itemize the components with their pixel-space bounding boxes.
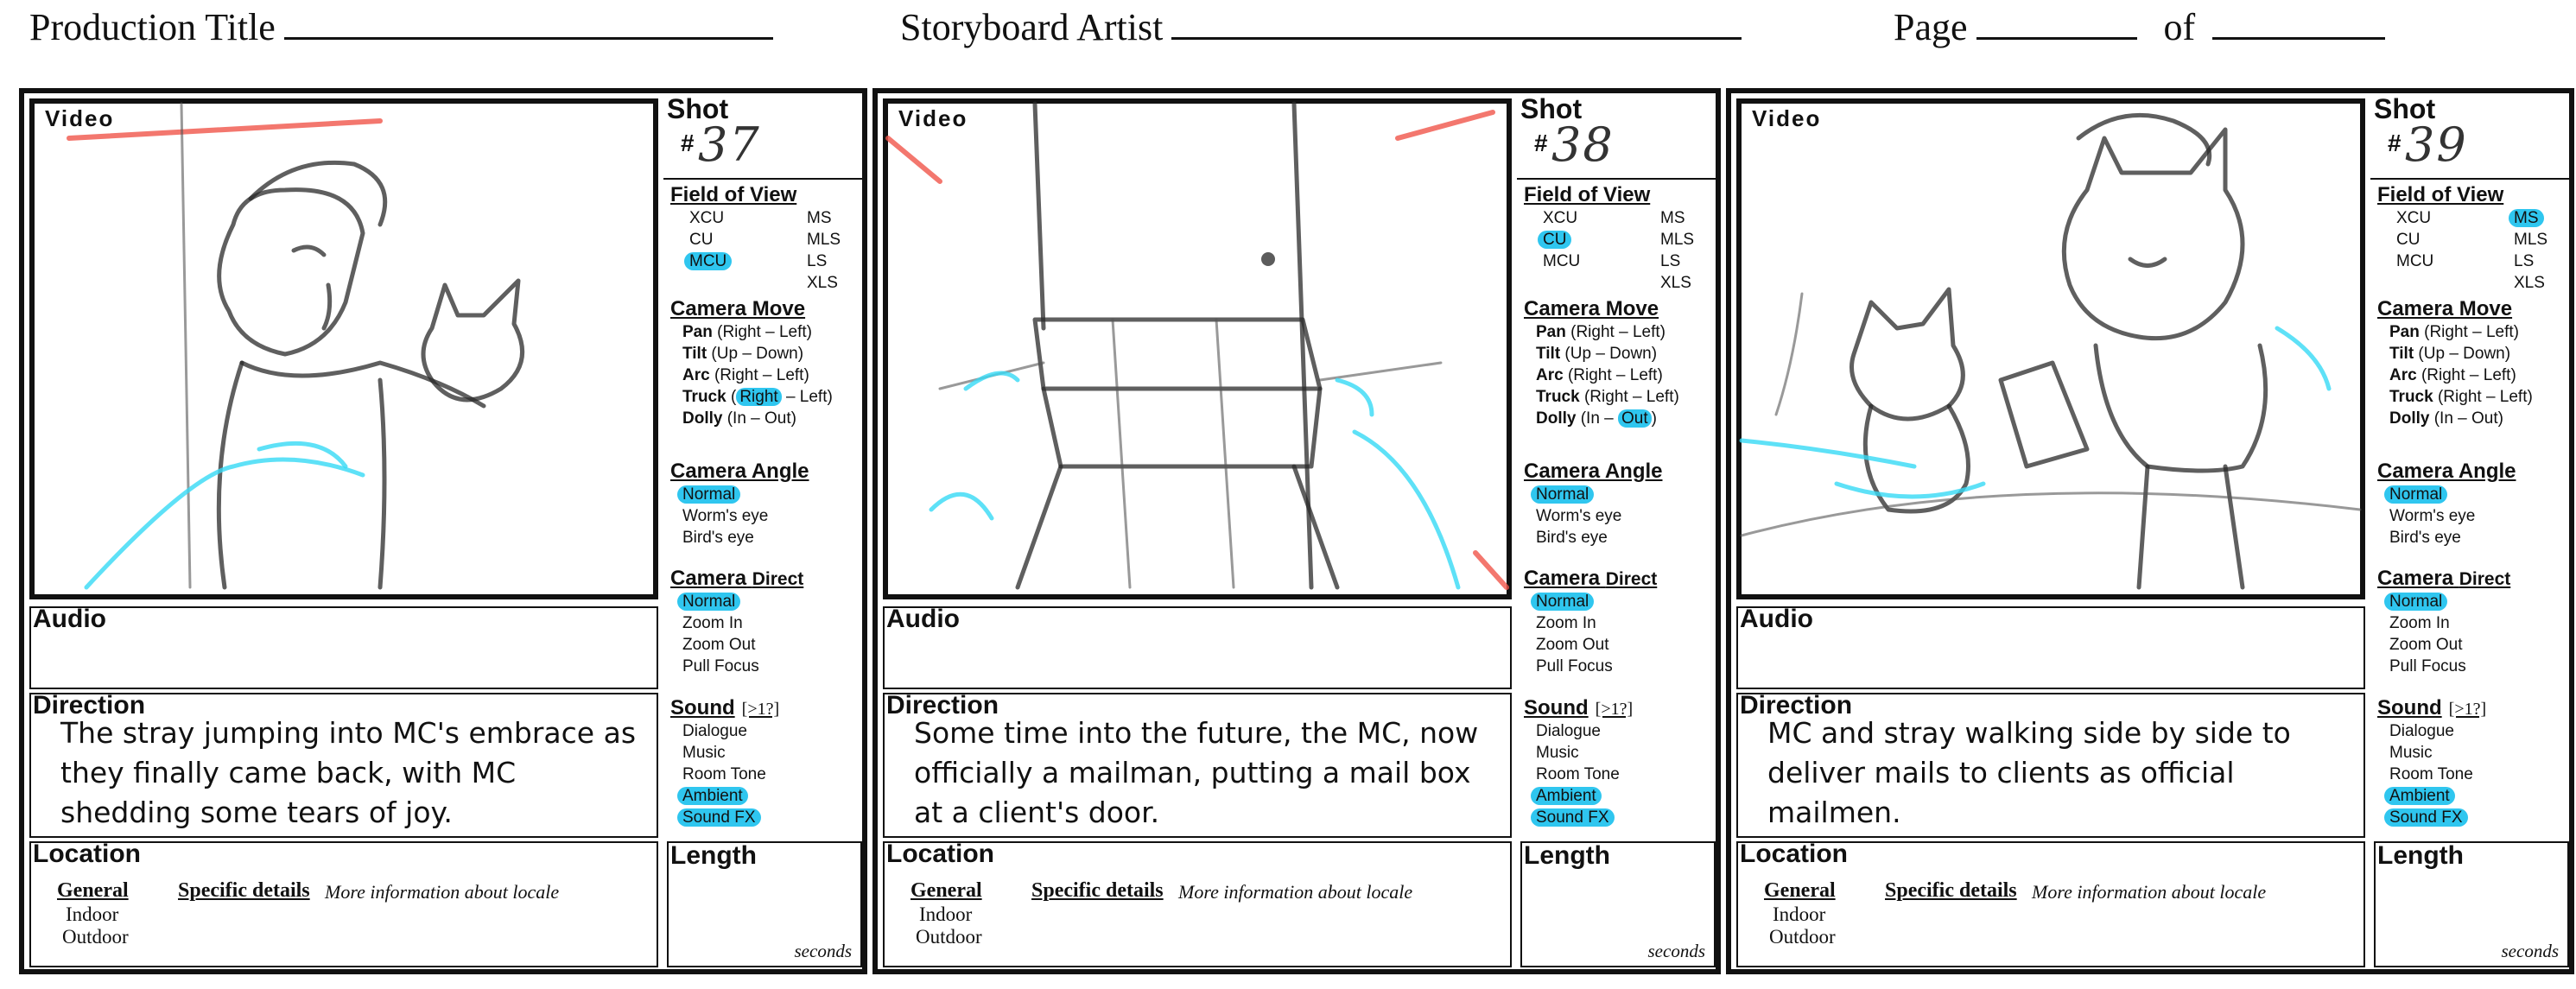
camera-angle-options (1524, 484, 1723, 548)
sound-option-label: Sound FX (677, 808, 761, 827)
camera-move-option-arc[interactable]: Arc (Right – Left) (682, 366, 809, 384)
fov-option-ms[interactable] (2514, 207, 2544, 229)
shot-number: 39 (2405, 117, 2468, 172)
location-box (1736, 841, 2365, 967)
sound-option-dialogue[interactable] (1536, 720, 1723, 742)
shot-hash: # (681, 130, 695, 156)
camera-move-name: Truck (2389, 388, 2433, 406)
fov-option-ms[interactable] (1660, 207, 1685, 229)
direction-box[interactable] (1736, 693, 2365, 838)
direction-label: Direction (886, 691, 999, 720)
shot-number: 38 (1551, 117, 1615, 172)
camera-direct-section (1524, 567, 1723, 677)
sound-title: Sound [>1?] (670, 696, 780, 720)
camera-angle-section (2377, 460, 2576, 548)
fov-option-label: MS (1660, 209, 1685, 227)
camera-direct-option-zoom-out[interactable] (682, 634, 869, 656)
camera-move-name: Truck (682, 388, 726, 406)
camera-move-title: Camera Move (670, 297, 806, 320)
camera-angle-title: Camera Angle (2377, 460, 2516, 483)
camera-direct-option-pull-focus[interactable] (682, 656, 869, 677)
camera-direct-option-zoom-out[interactable] (1536, 634, 1723, 656)
camera-direct-option-normal[interactable] (2389, 591, 2576, 612)
audio-label: Audio (33, 605, 106, 633)
camera-angle-option-label: Bird's eye (1536, 529, 1608, 547)
camera-direct-option-label: Pull Focus (1536, 657, 1613, 675)
camera-angle-section (670, 460, 869, 548)
location-label: Location (886, 840, 994, 868)
sound-option-room-tone[interactable] (2389, 764, 2576, 785)
camera-move-name: Arc (682, 366, 710, 384)
direction-text: Some time into the future, the MC, now officially a mailman, putting a mail box at a client's door. (914, 716, 1479, 829)
fov-option-cu[interactable] (2396, 229, 2420, 250)
camera-direct-option-label: Pull Focus (2389, 657, 2466, 675)
fov-option-label: MCU (1543, 252, 1581, 270)
sound-option-label: Ambient (1531, 787, 1602, 805)
seconds-label: seconds (1647, 941, 1705, 961)
sound-title: Sound [>1?] (2377, 696, 2487, 720)
fov-option-xls[interactable] (807, 272, 838, 294)
camera-direct-title: Camera Direct (670, 567, 804, 590)
camera-angle-options (670, 484, 869, 548)
sound-options (670, 720, 869, 828)
camera-move-name: Pan (682, 323, 713, 341)
camera-move-option-tilt[interactable]: Tilt (Up – Down) (2389, 345, 2511, 363)
camera-move-title: Camera Move (2377, 297, 2513, 320)
camera-move-name: Arc (2389, 366, 2417, 384)
camera-move-option-arc[interactable]: Arc (Right – Left) (1536, 366, 1663, 384)
shot-hash: # (1534, 130, 1548, 156)
shot-label: Shot (667, 93, 729, 124)
audio-label: Audio (886, 605, 960, 633)
camera-direct-option-label: Normal (2384, 593, 2447, 611)
fov-option-label: XCU (689, 209, 725, 227)
storyboard-panel-2 (872, 88, 1721, 974)
fov-option-ls[interactable] (2514, 250, 2534, 272)
fov-option-label: XCU (2396, 209, 2432, 227)
camera-angle-section (1524, 460, 1723, 548)
page-total-line[interactable] (2212, 6, 2385, 40)
sound-option-label: Dialogue (1536, 722, 1601, 740)
camera-move-name: Tilt (2389, 345, 2414, 363)
sound-option-label: Room Tone (1536, 765, 1620, 783)
camera-move-title: Camera Move (1524, 297, 1659, 320)
camera-angle-title: Camera Angle (1524, 460, 1663, 483)
fov-option-cu[interactable] (1543, 229, 1571, 250)
fov-option-xcu[interactable] (1543, 207, 1577, 229)
fov-option-label: XLS (2514, 274, 2545, 292)
camera-direct-option-normal[interactable] (682, 591, 869, 612)
camera-direct-option-label: Normal (1531, 593, 1594, 611)
shot-box (663, 93, 867, 180)
fov-option-label: MLS (2514, 231, 2548, 249)
camera-direct-options (1524, 591, 1723, 677)
direction-text: MC and stray walking side by side to deliver mails to clients as official mailmen. (1767, 716, 2291, 829)
fov-option-label: LS (2514, 252, 2535, 270)
location-indoor-option[interactable]: Indoor (919, 903, 973, 925)
sound-option-ambient[interactable] (682, 785, 869, 807)
camera-move-section (2377, 297, 2576, 429)
direction-label: Direction (33, 691, 146, 720)
camera-move-option-truck[interactable]: Truck (Right – Left) (1536, 388, 1679, 406)
camera-angle-option-label: Worm's eye (1536, 507, 1622, 525)
fov-option-label: MCU (2396, 252, 2434, 270)
direction-text: The stray jumping into MC's embrace as they finally came back, with MC shedding some tears of joy. (60, 716, 637, 829)
sound-options (1524, 720, 1723, 828)
sound-option-label: Room Tone (2389, 765, 2473, 783)
camera-direct-option-label: Zoom Out (1536, 636, 1609, 654)
field-of-view-section (670, 183, 869, 299)
camera-move-name: Pan (2389, 323, 2420, 341)
fov-option-xcu[interactable] (689, 207, 724, 229)
field-of-view-title: Field of View (2377, 183, 2504, 206)
location-outdoor-option[interactable]: Outdoor (916, 926, 982, 948)
sound-section (1524, 696, 1723, 828)
camera-move-name: Dolly (2389, 409, 2430, 428)
camera-move-option-pan[interactable]: Pan (Right – Left) (1536, 323, 1666, 341)
shot-box (2370, 93, 2574, 180)
camera-move-name: Arc (1536, 366, 1564, 384)
camera-angle-option-normal[interactable] (682, 484, 869, 505)
camera-direct-options (2377, 591, 2576, 677)
location-label: Location (1740, 840, 1848, 868)
fov-option-mcu[interactable] (689, 250, 732, 272)
field-of-view-options (670, 207, 869, 299)
shot-label: Shot (1520, 93, 1583, 124)
camera-move-option-truck[interactable]: Truck (Right – Left) (2389, 388, 2533, 406)
fov-option-label: MCU (684, 252, 732, 270)
camera-angle-option-bird-s-eye[interactable] (682, 527, 869, 548)
page-label: Page (1894, 6, 1968, 48)
field-of-view-title: Field of View (670, 183, 797, 206)
field-of-view-options (1524, 207, 1723, 299)
camera-direct-option-zoom-in[interactable] (682, 612, 869, 634)
location-outdoor-option[interactable]: Outdoor (62, 926, 129, 948)
camera-move-option-dolly[interactable]: Dolly (In – Out) (2389, 409, 2503, 428)
sound-section (670, 696, 869, 828)
sound-title: Sound [>1?] (1524, 696, 1634, 720)
sound-option-room-tone[interactable] (1536, 764, 1723, 785)
camera-direct-option-label: Zoom In (2389, 614, 2450, 632)
camera-angle-option-normal[interactable] (1536, 484, 1723, 505)
production-title-label: Production Title (29, 6, 276, 48)
sound-option-label: Room Tone (682, 765, 766, 783)
field-of-view-title: Field of View (1524, 183, 1651, 206)
sound-option-sound-fx[interactable] (2389, 807, 2576, 828)
storyboard-artist-label: Storyboard Artist (900, 6, 1164, 48)
fov-option-xls[interactable] (2514, 272, 2545, 294)
sound-option-label: Ambient (677, 787, 748, 805)
video-label: Video (45, 105, 115, 131)
camera-move-name: Tilt (682, 345, 707, 363)
camera-move-option-dolly[interactable]: Dolly (In – Out ) (1536, 409, 1657, 428)
fov-option-label: XCU (1543, 209, 1578, 227)
camera-direct-option-zoom-in[interactable] (2389, 612, 2576, 634)
video-label: Video (898, 105, 968, 131)
fov-option-label: MLS (807, 231, 841, 249)
camera-angle-title: Camera Angle (670, 460, 809, 483)
camera-move-section (1524, 297, 1723, 429)
camera-direct-option-pull-focus[interactable] (1536, 656, 1723, 677)
camera-direct-option-normal[interactable] (1536, 591, 1723, 612)
shot-hash: # (2388, 130, 2402, 156)
sound-option-dialogue[interactable] (682, 720, 869, 742)
camera-angle-option-label: Normal (1531, 485, 1594, 504)
specific-details-label: Specific details (178, 879, 310, 902)
sound-option-label: Ambient (2384, 787, 2455, 805)
sound-section (2377, 696, 2576, 828)
sketch-drawing (888, 104, 1507, 594)
page-number-line[interactable] (1976, 6, 2137, 40)
direction-box[interactable] (883, 693, 1512, 838)
audio-box[interactable] (883, 606, 1512, 689)
location-label: Location (33, 840, 141, 868)
fov-option-ls[interactable] (807, 250, 827, 272)
camera-angle-option-label: Worm's eye (682, 507, 769, 525)
fov-option-label: CU (1538, 231, 1571, 249)
sound-option-dialogue[interactable] (2389, 720, 2576, 742)
camera-move-name: Tilt (1536, 345, 1561, 363)
camera-direct-title: Camera Direct (1524, 567, 1658, 590)
camera-move-option-dolly[interactable]: Dolly (In – Out) (682, 409, 796, 428)
production-title-field[interactable] (29, 5, 773, 49)
more-info-text: More information about locale (325, 881, 560, 903)
fov-option-ms[interactable] (807, 207, 832, 229)
camera-move-name: Dolly (1536, 409, 1577, 428)
direction-box[interactable] (29, 693, 658, 838)
fov-option-mcu[interactable] (2396, 250, 2433, 272)
camera-angle-option-label: Normal (677, 485, 740, 504)
location-box (29, 841, 658, 967)
camera-direct-section (2377, 567, 2576, 677)
fov-option-label: LS (807, 252, 828, 270)
location-box (883, 841, 1512, 967)
sound-option-room-tone[interactable] (682, 764, 869, 785)
shot-number: 37 (698, 117, 761, 172)
fov-option-mls[interactable] (2514, 229, 2547, 250)
camera-move-selected: Right (736, 388, 781, 406)
camera-move-option-pan[interactable]: Pan (Right – Left) (2389, 323, 2519, 341)
camera-move-option-tilt[interactable]: Tilt (Up – Down) (1536, 345, 1658, 363)
camera-direct-option-label: Zoom In (682, 614, 743, 632)
storyboard-artist-line[interactable] (1171, 6, 1742, 40)
specific-details-label: Specific details (1885, 879, 2017, 902)
page-field[interactable] (1894, 5, 2385, 49)
camera-direct-option-pull-focus[interactable] (2389, 656, 2576, 677)
video-frame (883, 98, 1512, 599)
camera-move-option-pan[interactable]: Pan (Right – Left) (682, 323, 812, 341)
camera-angle-option-bird-s-eye[interactable] (2389, 527, 2576, 548)
camera-direct-option-zoom-out[interactable] (2389, 634, 2576, 656)
storyboard-panel-1 (19, 88, 867, 974)
sound-option-sound-fx[interactable] (682, 807, 869, 828)
location-general-label: General (1764, 879, 1836, 902)
camera-move-options (670, 321, 869, 429)
fov-option-label: MS (807, 209, 832, 227)
sound-option-label: Dialogue (682, 722, 747, 740)
fov-option-label: XLS (807, 274, 838, 292)
camera-direct-option-label: Zoom In (1536, 614, 1596, 632)
seconds-label: seconds (2501, 941, 2559, 961)
audio-label: Audio (1740, 605, 1813, 633)
fov-option-label: XLS (1660, 274, 1691, 292)
location-general-label: General (57, 879, 129, 902)
field-of-view-options (2377, 207, 2576, 299)
sound-option-label: Sound FX (1531, 808, 1615, 827)
sound-option-label: Music (2389, 744, 2433, 762)
fov-option-label: MS (2509, 209, 2544, 227)
seconds-label: seconds (794, 941, 852, 961)
camera-move-name: Truck (1536, 388, 1580, 406)
camera-direct-option-zoom-in[interactable] (1536, 612, 1723, 634)
fov-option-label: MLS (1660, 231, 1695, 249)
location-indoor-option[interactable]: Indoor (66, 903, 119, 925)
sound-option-ambient[interactable] (1536, 785, 1723, 807)
camera-angle-option-normal[interactable] (2389, 484, 2576, 505)
camera-direct-title: Camera Direct (2377, 567, 2511, 590)
video-frame (1736, 98, 2365, 599)
fov-option-label: LS (1660, 252, 1681, 270)
sound-option-music[interactable] (2389, 742, 2576, 764)
sound-option-label: Music (682, 744, 726, 762)
shot-label: Shot (2374, 93, 2436, 124)
length-label: Length (670, 841, 757, 870)
location-general-label: General (910, 879, 982, 902)
length-box[interactable] (1520, 841, 1716, 967)
length-box[interactable] (667, 841, 862, 967)
more-info-text: More information about locale (1178, 881, 1413, 903)
camera-angle-option-worm-s-eye[interactable] (1536, 505, 1723, 527)
fov-option-mls[interactable] (807, 229, 841, 250)
sketch-drawing (35, 104, 653, 594)
sound-option-ambient[interactable] (2389, 785, 2576, 807)
camera-direct-option-label: Normal (677, 593, 740, 611)
fov-option-cu[interactable] (689, 229, 713, 250)
sound-option-music[interactable] (682, 742, 869, 764)
fov-option-xcu[interactable] (2396, 207, 2431, 229)
video-frame (29, 98, 658, 599)
camera-angle-option-label: Worm's eye (2389, 507, 2476, 525)
camera-move-section (670, 297, 869, 429)
shot-box (1517, 93, 1721, 180)
camera-move-options (1524, 321, 1723, 429)
fov-option-label: CU (689, 231, 714, 249)
camera-move-name: Dolly (682, 409, 723, 428)
length-label: Length (2377, 841, 2464, 870)
camera-angle-option-worm-s-eye[interactable] (682, 505, 869, 527)
fov-option-ls[interactable] (1660, 250, 1680, 272)
fov-option-mls[interactable] (1660, 229, 1694, 250)
of-label: of (2163, 6, 2196, 48)
fov-option-mcu[interactable] (1543, 250, 1580, 272)
camera-direct-section (670, 567, 869, 677)
camera-direct-option-label: Zoom Out (2389, 636, 2463, 654)
field-of-view-section (1524, 183, 1723, 299)
sound-option-label: Music (1536, 744, 1579, 762)
sound-option-sound-fx[interactable] (1536, 807, 1723, 828)
camera-move-option-truck[interactable]: Truck ( Right – Left) (682, 388, 833, 406)
location-indoor-option[interactable]: Indoor (1773, 903, 1826, 925)
camera-angle-option-label: Bird's eye (2389, 529, 2461, 547)
specific-details-label: Specific details (1031, 879, 1164, 902)
storyboard-panel-3 (1726, 88, 2574, 974)
length-label: Length (1524, 841, 1610, 870)
camera-direct-options (670, 591, 869, 677)
sound-option-label: Dialogue (2389, 722, 2454, 740)
camera-move-name: Pan (1536, 323, 1566, 341)
sound-option-music[interactable] (1536, 742, 1723, 764)
camera-move-option-arc[interactable]: Arc (Right – Left) (2389, 366, 2516, 384)
camera-direct-option-label: Zoom Out (682, 636, 756, 654)
camera-angle-options (2377, 484, 2576, 548)
camera-direct-option-label: Pull Focus (682, 657, 759, 675)
fov-option-xls[interactable] (1660, 272, 1691, 294)
length-box[interactable] (2374, 841, 2569, 967)
sound-options (2377, 720, 2576, 828)
camera-angle-option-label: Bird's eye (682, 529, 754, 547)
storyboard-artist-field[interactable] (900, 5, 1742, 49)
camera-move-options (2377, 321, 2576, 429)
fov-option-label: CU (2396, 231, 2421, 249)
camera-angle-option-worm-s-eye[interactable] (2389, 505, 2576, 527)
camera-angle-option-bird-s-eye[interactable] (1536, 527, 1723, 548)
direction-label: Direction (1740, 691, 1853, 720)
field-of-view-section (2377, 183, 2576, 299)
sketch-drawing (1742, 104, 2360, 594)
camera-move-selected: Out (1618, 409, 1652, 428)
camera-angle-option-label: Normal (2384, 485, 2447, 504)
camera-move-option-tilt[interactable]: Tilt (Up – Down) (682, 345, 804, 363)
more-info-text: More information about locale (2032, 881, 2267, 903)
sound-option-label: Sound FX (2384, 808, 2468, 827)
location-outdoor-option[interactable]: Outdoor (1769, 926, 1836, 948)
sheet-header (0, 0, 2544, 60)
audio-box[interactable] (29, 606, 658, 689)
video-label: Video (1752, 105, 1822, 131)
audio-box[interactable] (1736, 606, 2365, 689)
production-title-line[interactable] (284, 6, 773, 40)
